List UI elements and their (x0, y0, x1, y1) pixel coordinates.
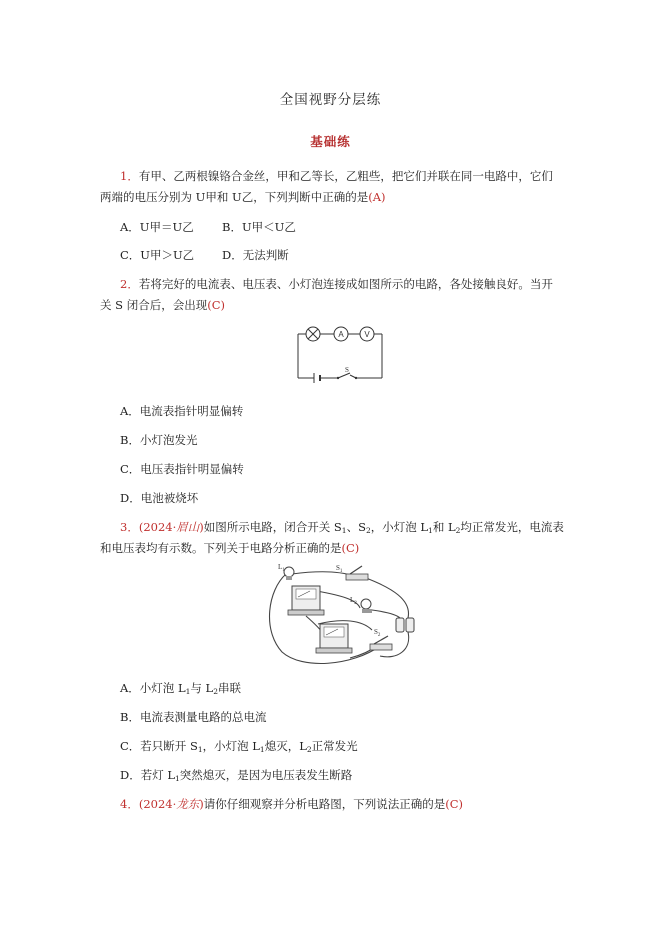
fig-l1-label (278, 563, 285, 573)
fig-l1-sub: 1 (282, 568, 285, 573)
q1-option-c: C．U甲＞U乙 (120, 248, 195, 262)
ammeter-icon (316, 624, 352, 653)
q2-option-a: A．电流表指针明显偏转 (120, 404, 244, 418)
q4-answer: (C) (445, 797, 464, 811)
q3-sub: 1 (341, 526, 347, 535)
q3-stem-c: ，小灯泡 L (370, 520, 429, 534)
switch-s1-icon (336, 564, 368, 580)
q1-stem-1: 有甲、乙两根镍铬合金丝，甲和乙等长，乙粗些，把它们并联在同一电路中，它们 (138, 169, 553, 183)
voltmeter-icon (360, 327, 374, 341)
q3-opt-a-3: 串联 (217, 681, 241, 695)
voltmeter-icon (288, 586, 324, 615)
q3-opt-c-1: C．若只断开 S (120, 739, 198, 753)
q3-sub: 1 (185, 687, 191, 696)
battery-icon (314, 373, 320, 383)
q3-number: 3． (120, 520, 139, 534)
q3-city: 眉山 (176, 520, 200, 534)
q3-opt-a-2: 与 L (190, 681, 214, 695)
lamp-l1-icon (278, 563, 294, 580)
q3-stem-d: 和 L (432, 520, 456, 534)
q3-close: ) (199, 520, 204, 534)
q2-stem-2: 关 S 闭合后，会出现 (100, 298, 208, 312)
q1-option-d: D．无法判断 (222, 248, 289, 262)
q2-circuit-diagram (290, 320, 390, 386)
fig-l2-letter: L (350, 596, 355, 604)
q4-year: (2024· (138, 797, 177, 811)
q3-option-d (120, 767, 352, 787)
q3-stem-b: 、S (346, 520, 366, 534)
ammeter-label: A (338, 330, 344, 339)
q3-line-2 (100, 540, 359, 556)
q1-answer: (A) (368, 190, 386, 204)
q1-line-2 (100, 189, 385, 205)
section-title: 基础练 (310, 134, 351, 149)
q3-opt-d-2: 突然熄灭，是因为电压表发生断路 (179, 768, 353, 782)
fig-s2-sub: 2 (377, 633, 381, 638)
fig-s1-sub: 1 (339, 569, 343, 574)
q3-option-c (120, 738, 358, 758)
q4-number: 4． (120, 797, 139, 811)
fig-l2-sub: 2 (354, 601, 357, 606)
q2-stem-1: 若将完好的电流表、电压表、小灯泡连接成如图所示的电路，各处接触良好。当开 (138, 277, 553, 291)
q3-stem-e: 均正常发光，电流表 (460, 520, 564, 534)
switch-label: S (345, 366, 349, 374)
q3-sub: 2 (213, 687, 218, 696)
q4-close: ) (199, 797, 204, 811)
q3-stem-2: 和电压表均有示数。下列关于电路分析正确的是 (100, 541, 342, 555)
q3-sub: 2 (455, 526, 461, 535)
q3-opt-c-4: 正常发光 (311, 739, 358, 753)
q3-sub: 1 (197, 745, 203, 754)
q1-stem-2: 两端的电压分别为 U甲和 U乙，下列判断中正确的是 (100, 190, 369, 204)
switch-s2-icon (370, 628, 392, 650)
fig-s1-letter: S (336, 564, 340, 572)
q1-number: 1． (120, 169, 139, 183)
ammeter-icon (334, 327, 348, 341)
q3-stem-a: 如图所示电路，闭合开关 S (203, 520, 342, 534)
q3-sub: 2 (365, 526, 371, 535)
q2-number: 2． (120, 277, 139, 291)
q3-line-1 (120, 519, 564, 539)
q2-option-d: D．电池被烧坏 (120, 491, 199, 505)
fig-l2-label (350, 596, 357, 606)
q3-option-b: B．电流表测量电路的总电流 (120, 710, 267, 724)
q4-city: 龙东 (176, 797, 200, 811)
q2-option-b: B．小灯泡发光 (120, 433, 198, 447)
q3-year: (2024· (138, 520, 177, 534)
q4-stem: 请你仔细观察并分析电路图，下列说法正确的是 (203, 797, 446, 811)
q3-opt-a-1: A．小灯泡 L (120, 681, 186, 695)
fig-s2-label (374, 628, 381, 638)
q1-option-a: A．U甲＝U乙 (120, 220, 194, 234)
q3-sub: 2 (306, 745, 312, 754)
q3-opt-c-2: ，小灯泡 L (202, 739, 260, 753)
voltmeter-label: V (364, 330, 370, 339)
q3-answer: (C) (341, 541, 360, 555)
q3-sub: 1 (259, 745, 265, 754)
q3-sub: 1 (175, 774, 180, 783)
q3-opt-d-1: D．若灯 L (120, 768, 176, 782)
q2-answer: (C) (207, 298, 225, 312)
q2-line-1 (120, 276, 553, 292)
lamp-l2-icon (350, 596, 372, 613)
q3-opt-c-3: 熄灭，L (264, 739, 307, 753)
q2-option-c: C．电压表指针明显偏转 (120, 462, 244, 476)
q1-option-b: B．U甲＜U乙 (222, 220, 296, 234)
q2-line-2 (100, 297, 225, 313)
q1-line-1 (120, 168, 553, 184)
q4-line-1 (120, 796, 463, 812)
q3-circuit-figure (262, 560, 434, 672)
fig-l1-letter: L (278, 563, 283, 571)
lamp-icon (306, 327, 320, 341)
page-title: 全国视野分层练 (279, 92, 382, 108)
battery-icon (396, 618, 414, 632)
q3-sub: 1 (428, 526, 433, 535)
q3-option-a (120, 680, 241, 700)
fig-s2-letter: S (374, 628, 378, 636)
